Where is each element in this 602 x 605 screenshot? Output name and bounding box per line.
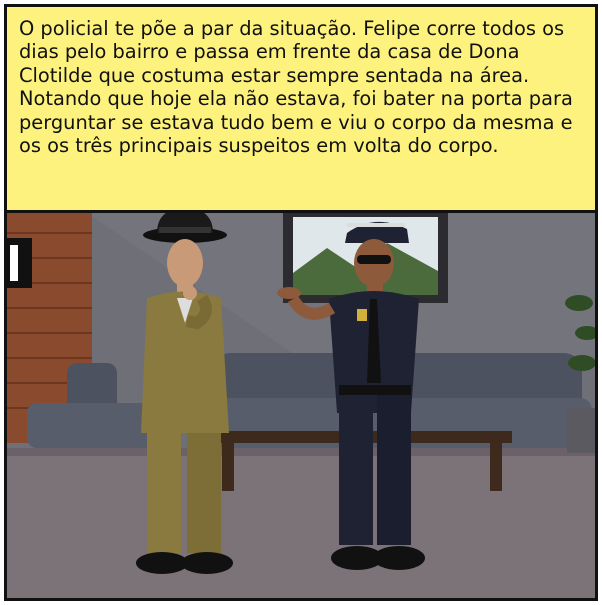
- plant-pot: [567, 408, 595, 453]
- police-hand: [277, 287, 301, 299]
- detective-left-leg: [147, 433, 181, 553]
- police-right-leg: [377, 395, 411, 545]
- tv-screen: [10, 245, 18, 281]
- scene-illustration: [7, 213, 595, 598]
- detective-head: [167, 239, 203, 287]
- caption-box: [7, 7, 595, 213]
- police-left-leg: [339, 395, 373, 545]
- police-badge: [357, 309, 367, 321]
- comic-panel: [4, 4, 598, 601]
- police-belt: [339, 385, 411, 395]
- detective-left-shoe: [136, 552, 188, 574]
- floor: [7, 448, 595, 598]
- detective-right-shoe: [181, 552, 233, 574]
- detective-right-leg: [187, 433, 221, 553]
- sunglasses: [357, 255, 391, 264]
- police-right-shoe: [373, 546, 425, 570]
- caption-text: O policial te põe a par da situação. Felipe corre todos os dias pelo bairro e passa em frente da casa de Dona Clotilde que costuma estar sempre sentada na área. Notando que hoje ela não estava, foi bater na porta para perguntar se estava tudo bem e viu o corpo da mesma e os os três principais suspeitos em volta do corpo.: [19, 17, 573, 158]
- detective-hand: [183, 286, 197, 300]
